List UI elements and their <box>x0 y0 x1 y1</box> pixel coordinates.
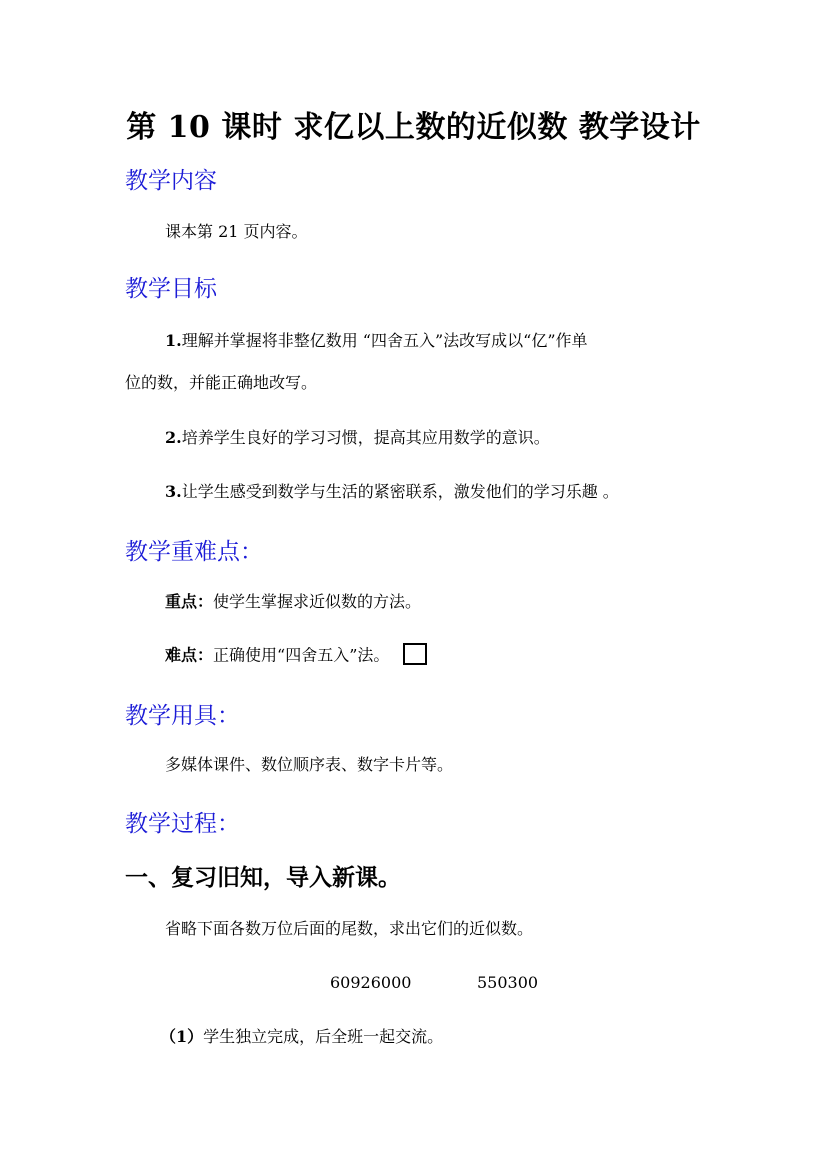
checkbox[interactable] <box>403 643 427 665</box>
goal-3 <box>165 482 619 502</box>
difficult-point-label: 难点： <box>165 645 214 665</box>
heading-teaching-content: 教学内容 <box>125 168 217 194</box>
step-1 <box>160 1027 443 1047</box>
heading-process: 教学过程： <box>125 811 240 837</box>
goal-2-number: 2. <box>165 428 182 447</box>
key-point-label: 重点： <box>165 592 214 611</box>
goal-3-number: 3. <box>165 482 182 501</box>
tools-text: 多媒体课件、数位顺序表、数字卡片等。 <box>165 755 454 774</box>
step-1-text: 学生独立完成，后全班一起交流。 <box>203 1027 444 1046</box>
step-1-number: （1） <box>160 1027 204 1046</box>
goal-3-text: 让学生感受到数学与生活的紧密联系，激发他们的学习乐趣 。 <box>181 482 619 501</box>
heading-key-points: 教学重难点： <box>125 539 263 565</box>
review-instruction: 省略下面各数万位后面的尾数，求出它们的近似数。 <box>165 919 534 938</box>
goal-1-text: 理解并掌握将非整亿数用 “四舍五入”法改写成以“亿”作单 <box>181 331 588 350</box>
key-point-text: 使学生掌握求近似数的方法。 <box>213 592 422 611</box>
teaching-content-text: 课本第 21 页内容。 <box>165 222 308 241</box>
number-2: 550300 <box>477 973 539 992</box>
difficult-point-text: 正确使用“四舍五入”法。 <box>213 645 390 665</box>
section-1-title: 一、复习旧知，导入新课。 <box>125 864 401 891</box>
goal-1-line-1 <box>165 331 588 351</box>
difficult-point <box>165 645 427 667</box>
goal-2 <box>165 428 550 448</box>
heading-teaching-goals: 教学目标 <box>125 276 217 302</box>
goal-1-number: 1. <box>165 331 182 350</box>
key-point <box>165 592 421 612</box>
number-1: 60926000 <box>330 973 412 992</box>
page-title: 第 10 课时 求亿以上数的近似数 教学设计 <box>126 110 701 145</box>
goal-1-line-2: 位的数，并能正确地改写。 <box>125 373 318 392</box>
goal-2-text: 培养学生良好的学习习惯，提高其应用数学的意识。 <box>181 428 550 447</box>
heading-tools: 教学用具： <box>125 703 240 729</box>
